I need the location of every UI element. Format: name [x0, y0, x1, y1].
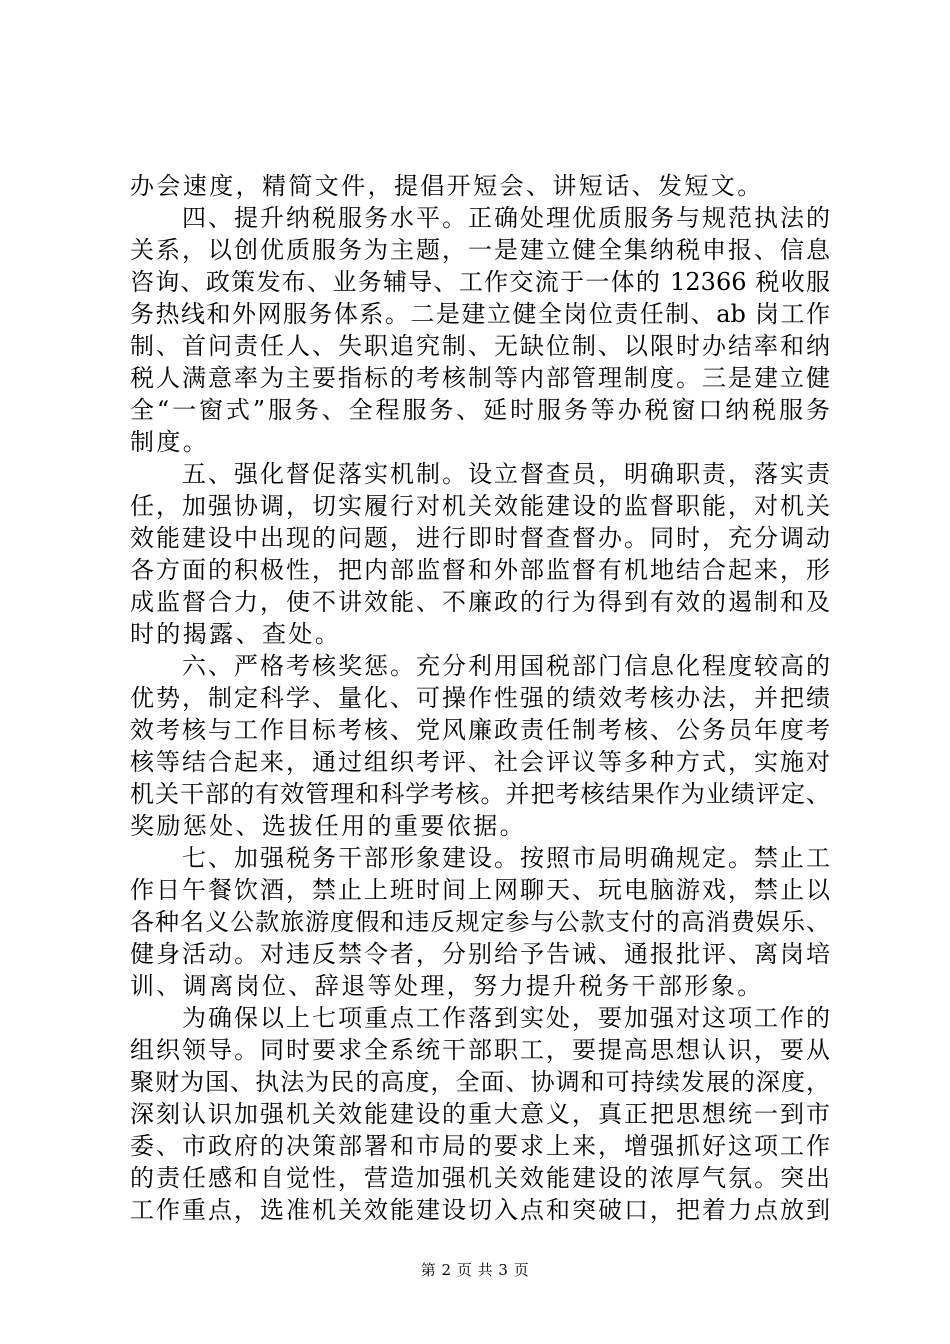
text-line: 组织领导。同时要求全系统干部职工，要提高思想认识，要从: [130, 1036, 830, 1064]
text-line: 税人满意率为主要指标的考核制等内部管理制度。三是建立健: [130, 364, 830, 392]
text-line: 的责任感和自觉性，营造加强机关效能建设的浓厚气氛。突出: [130, 1164, 830, 1192]
text-line: 奖励惩处、选拔任用的重要依据。: [130, 812, 526, 840]
document-body: [130, 170, 830, 1226]
text-line: 核等结合起来，通过组织考评、社会评议等多种方式，实施对: [130, 748, 830, 776]
text-line: 效能建设中出现的问题，进行即时督查督办。同时，充分调动: [130, 524, 830, 552]
text-line: 委、市政府的决策部署和市局的要求上来，增强抓好这项工作: [130, 1132, 830, 1160]
text-line: 健身活动。对违反禁令者，分别给予告诫、通报批评、离岗培: [130, 940, 830, 968]
text-line: 制、首问责任人、失职追究制、无缺位制、以限时办结率和纳: [130, 332, 830, 360]
text-line: 全“一窗式”服务、全程服务、延时服务等办税窗口纳税服务: [130, 396, 830, 424]
text-line: 训、调离岗位、辞退等处理，努力提升税务干部形象。: [130, 972, 764, 1000]
text-line: 任，加强协调，切实履行对机关效能建设的监督职能，对机关: [130, 492, 830, 520]
text-line: 六、严格考核奖惩。充分利用国税部门信息化程度较高的: [130, 652, 830, 680]
text-line: 效考核与工作目标考核、党风廉政责任制考核、公务员年度考: [130, 716, 830, 744]
text-line: 制度。: [130, 428, 210, 456]
text-line: 聚财为国、执法为民的高度，全面、协调和可持续发展的深度，: [130, 1068, 830, 1096]
text-line: 关系，以创优质服务为主题，一是建立健全集纳税申报、信息: [130, 236, 830, 264]
text-line: 各种名义公款旅游度假和违反规定参与公款支付的高消费娱乐、: [130, 908, 830, 936]
text-line: 作日午餐饮酒，禁止上班时间上网聊天、玩电脑游戏，禁止以: [130, 876, 830, 904]
text-line: 办会速度，精简文件，提倡开短会、讲短话、发短文。: [130, 172, 764, 200]
text-line: 深刻认识加强机关效能建设的重大意义，真正把思想统一到市: [130, 1100, 830, 1128]
text-line: 咨询、政策发布、业务辅导、工作交流于一体的 12366 税收服: [130, 268, 830, 296]
text-line: 四、提升纳税服务水平。正确处理优质服务与规范执法的: [130, 204, 830, 232]
text-line: 五、强化督促落实机制。设立督查员，明确职责，落实责: [130, 460, 830, 488]
text-line: 时的揭露、查处。: [130, 620, 342, 648]
text-line: 各方面的积极性，把内部监督和外部监督有机地结合起来，形: [130, 556, 830, 584]
page-number-footer: 第 2 页 共 3 页: [420, 1261, 530, 1279]
text-line: 优势，制定科学、量化、可操作性强的绩效考核办法，并把绩: [130, 684, 830, 712]
text-line: 务热线和外网服务体系。二是建立健全岗位责任制、ab 岗工作: [130, 300, 830, 328]
text-line: 成监督合力，使不讲效能、不廉政的行为得到有效的遏制和及: [130, 588, 830, 616]
text-line: 七、加强税务干部形象建设。按照市局明确规定。禁止工: [130, 844, 830, 872]
text-line: 工作重点，选准机关效能建设切入点和突破口，把着力点放到: [130, 1196, 830, 1224]
text-line: 为确保以上七项重点工作落到实处，要加强对这项工作的: [130, 1004, 830, 1032]
text-line: 机关干部的有效管理和科学考核。并把考核结果作为业绩评定、: [130, 780, 830, 808]
